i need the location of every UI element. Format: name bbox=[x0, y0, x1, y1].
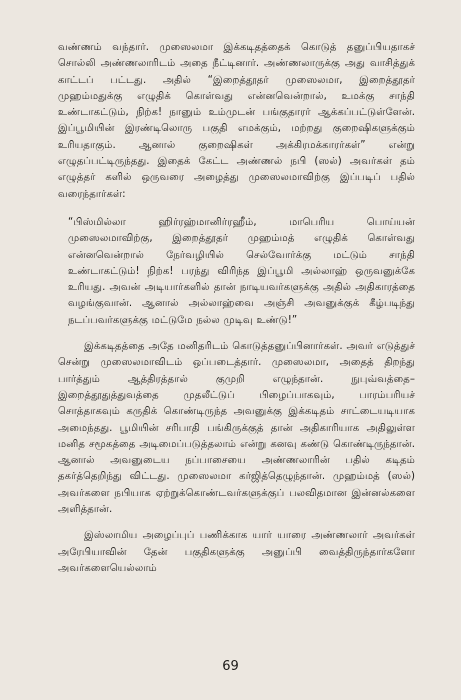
paragraph-prophet-reply-quote: “பிஸ்மில்லா ஹிர்ரஹ்மானிர்ரஹீம், மாபெரிய பொய்யன் முஸைலமாவிற்கு, இறைத்தூதர் முஹம்மத் எழுதிக் கொள்வது என்னவென்றால் நேர்வழியில் செல்வோர்க்கு மட்டும் சாந்தி உண்டாகட்டும்! நிற்க! பரந்து விரிந்த இப்பூமி அல்லாஹ் ஒருவனுக்கே உரியது. அவன் அடியார்களில் தான் நாடியவர்களுக்கு அதில் அதிகாரத்தை வழங்குவான். ஆனால் அல்லாஹ்வை அஞ்சி அவனுக்குக் கீழ்படிந்து நடப்பவர்களுக்கு மட்டுமே நல்ல முடிவு உண்டு!” bbox=[68, 216, 415, 326]
paragraph-letter-intro: வண்ணம் வந்தார். முஸைலமா இக்கடிதத்தைக் கொடுத் தனுப்பியதாகச் சொல்லி அண்ணலாரிடம் அதை நீட்டினார். அண்ணலாருக்கு அது வாசித்துக் காட்டப் பட்டது. அதில் “இறைத்தூதர் முஸைலமா, இறைத்தூதர் முஹம்மதுக்கு எழுதிக் கொள்வது என்னவென்றால், உமக்கு சாந்தி உண்டாகட்டும், நிற்க! நானும் உம்முடன் பங்குதாரர் ஆக்கப்பட்டுள்ளேன். இப்பூமியின் இரண்டிலொரு பகுதி எமக்கும், மற்றது குறைஷிகளுக்கும் உரியதாகும். ஆனால் குறைஷிகள் அக்கிரமக்காரர்கள்” என்று எழுதப்பட்டிருந்தது. இதைக் கேட்ட அண்ணல் நபி (ஸல்) அவர்கள் தம் எழுத்தர் களில் ஒருவரை அழைத்து முஸைலமாவிற்கு இப்படிப் பதில் வரைந்தார்கள்: bbox=[58, 42, 415, 200]
paragraph-musailama-reaction: இக்கடிதத்தை அதே மனிதரிடம் கொடுத்தனுப்பினார்கள். அவர் எடுத்துச் சென்று முஸைலமாவிடம் ஒப்படைத்தார். முஸைலமா, அதைத் திறந்து பார்த்தும் ஆத்திரத்தால் குமுறி எழுந்தான். நுபுவ்வத்தை–இறைத்தூதுத்துவத்தை முதலீட்டுப் பிழைப்பாகவும், பாரம்பரியச் சொத்தாகவும் கருதிக் கொண்டிருந்த அவனுக்கு இக்கடிதம் சாட்டையடியாக அமைந்தது. பூமியின் சரிபாதி பங்கிருக்குத் தான் அதிகாரியாக அதிலுள்ள மனித சமூகத்தை அடிமைப்படுத்தலாம் என்று கனவு கண்டு கொண்டிருந்தான். ஆனால் அவனுடைய நப்பாசையை அண்ணலாரின் பதில் கடிதம் தகர்த்தெறிந்து விட்டது. முஸைலமா கர்ஜித்தெழுந்தான். முஹம்மத் (ஸல்) அவர்களை நபியாக ஏற்றுக்கொண்டவர்களுக்குப் பலவிதமான இன்னல்களை அளித்தான். bbox=[58, 341, 415, 516]
paragraph-islamic-mission: இஸ்லாமிய அழைப்புப் பணிக்காக யார் யாரை அண்ணலார் அவர்கள் அரேபியாவின் தேன் பகுதிகளுக்கு அனுப்பி வைத்திருந்தார்களோ அவர்களையெல்லாம் bbox=[58, 530, 415, 574]
page-number: 69 bbox=[222, 659, 239, 674]
